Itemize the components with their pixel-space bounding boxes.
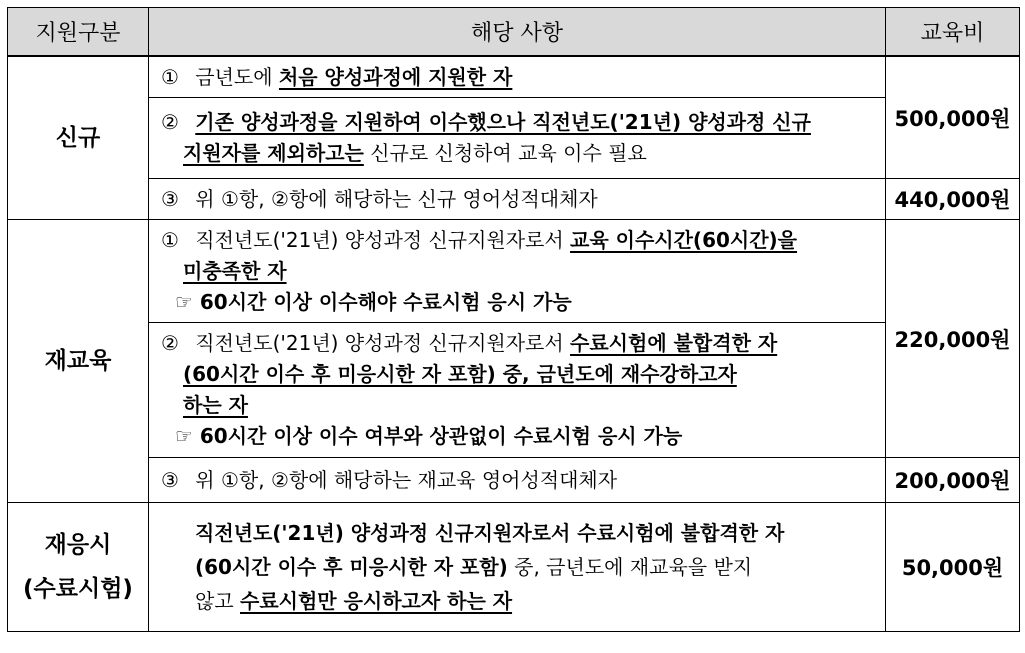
item-number: ③ — [161, 186, 179, 211]
item-highlight: 수료시험에 불합격한 자 — [570, 331, 778, 355]
fee-retrain-1-2: 220,000원 — [886, 220, 1020, 458]
new-row-3 — [8, 179, 1020, 220]
retest-line2 — [195, 550, 871, 584]
item-text: 위 ①항, ②항에 해당하는 신규 영어성적대체자 — [195, 186, 598, 211]
item-text: 직전년도('21년) 양성과정 신규지원자로서 — [195, 227, 564, 252]
fee-table — [7, 7, 1020, 632]
fee-new-3: 440,000원 — [886, 179, 1020, 220]
item-highlight: 수료시험만 응시하고자 하는 자 — [240, 589, 513, 613]
new-item-3 — [149, 179, 886, 220]
item-text: 위 ①항, ②항에 해당하는 재교육 영어성적대체자 — [195, 467, 618, 492]
item-number: ② — [161, 331, 179, 355]
item-text: 금년도에 — [195, 64, 273, 89]
item-number: ① — [161, 227, 179, 252]
item-text: 않고 — [195, 589, 234, 613]
new-row-1 — [8, 56, 1020, 98]
new-row-2 — [8, 98, 1020, 179]
category-retest-line2: (수료시험) — [23, 576, 133, 602]
header-fee: 교육비 — [886, 8, 1020, 57]
header-row — [8, 8, 1020, 57]
retrain-item-2 — [149, 323, 886, 458]
item-text: 신규로 신청하여 교육 이수 필요 — [370, 141, 647, 165]
retest-item — [149, 503, 886, 632]
category-retest — [8, 503, 149, 632]
item-highlight: 지원자를 제외하고는 — [183, 141, 364, 165]
category-retrain: 재교육 — [8, 220, 149, 503]
new-item-1 — [149, 56, 886, 98]
item-highlight: (60시간 이수 후 미응시한 자 포함) 중, 금년도에 재수강하고자 — [183, 362, 737, 386]
item-highlight: 기존 양성과정을 지원하여 이수했으나 직전년도('21년) 양성과정 신규 — [195, 110, 811, 134]
retrain-row-2 — [8, 323, 1020, 458]
retrain-item-1 — [149, 220, 886, 323]
item-text: 직전년도('21년) 양성과정 신규지원자로서 — [195, 331, 564, 355]
header-details: 해당 사항 — [149, 8, 886, 57]
fee-new-1-2: 500,000원 — [886, 56, 1020, 179]
item-note: ☞ 60시간 이상 이수해야 수료시험 응시 가능 — [175, 289, 572, 314]
item-note: ☞ 60시간 이상 이수 여부와 상관없이 수료시험 응시 가능 — [175, 424, 683, 448]
item-number: ① — [161, 64, 179, 89]
item-highlight: 처음 양성과정에 지원한 자 — [278, 64, 513, 89]
new-item-2 — [149, 98, 886, 179]
header-category: 지원구분 — [8, 8, 149, 57]
retrain-item-3 — [149, 458, 886, 503]
retrain-row-1 — [8, 220, 1020, 323]
fee-retest: 50,000원 — [886, 503, 1020, 632]
category-new: 신규 — [8, 56, 149, 220]
item-number: ② — [161, 110, 179, 134]
retest-line1: 직전년도('21년) 양성과정 신규지원자로서 수료시험에 불합격한 자 — [195, 521, 785, 545]
retest-row — [8, 503, 1020, 632]
retrain-row-3 — [8, 458, 1020, 503]
item-text-bold: (60시간 이수 후 미응시한 자 포함) — [195, 555, 508, 579]
item-highlight: 하는 자 — [183, 393, 248, 417]
item-text: 중, 금년도에 재교육을 받지 — [514, 555, 753, 579]
item-highlight: 미충족한 자 — [183, 258, 287, 283]
category-retest-line1: 재응시 — [44, 532, 112, 558]
item-number: ③ — [161, 467, 179, 492]
fee-retrain-3: 200,000원 — [886, 458, 1020, 503]
retest-line3 — [195, 584, 871, 618]
item-highlight: 교육 이수시간(60시간)을 — [570, 227, 798, 252]
